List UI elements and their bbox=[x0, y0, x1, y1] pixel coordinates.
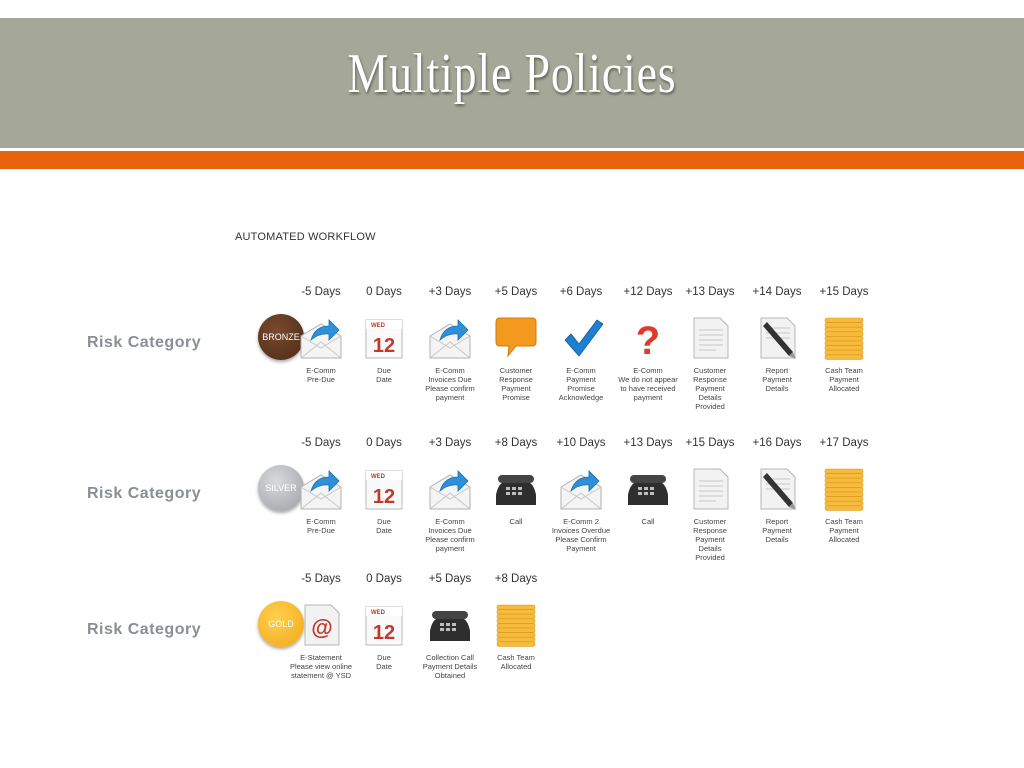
coin-stack-icon bbox=[820, 314, 868, 362]
svg-text:WED: WED bbox=[371, 610, 385, 616]
calendar-icon bbox=[360, 465, 408, 513]
bronze-badge: BRONZE bbox=[258, 314, 304, 360]
document-icon bbox=[686, 465, 734, 513]
step-day: +5 Days bbox=[428, 573, 472, 585]
workflow-subtitle: AUTOMATED WORKFLOW bbox=[235, 231, 376, 243]
silver-badge: SILVER bbox=[258, 465, 304, 511]
step-day: +16 Days bbox=[752, 437, 802, 449]
step-day: +15 Days bbox=[685, 437, 735, 449]
workflow-step bbox=[544, 286, 618, 402]
workflow-step bbox=[479, 437, 553, 526]
workflow-step bbox=[673, 437, 747, 562]
step-caption: Customer Response Payment Promise bbox=[499, 366, 533, 402]
workflow-step bbox=[807, 286, 881, 393]
step-day: -5 Days bbox=[301, 437, 341, 449]
gold-badge: GOLD bbox=[258, 601, 304, 647]
risk-category-label: Risk Category bbox=[87, 621, 202, 638]
step-day: 0 Days bbox=[366, 286, 402, 298]
workflow-step bbox=[413, 573, 487, 680]
workflow-step bbox=[479, 286, 553, 402]
question-mark-icon bbox=[624, 314, 672, 362]
step-caption: Report Payment Details bbox=[762, 517, 792, 544]
email-statement-icon bbox=[297, 601, 345, 649]
email-forward-icon bbox=[297, 314, 345, 362]
workflow-step bbox=[413, 286, 487, 402]
svg-text:12: 12 bbox=[372, 622, 396, 644]
workflow-step bbox=[413, 437, 487, 553]
step-caption: Cash Team Payment Allocated bbox=[825, 366, 863, 393]
step-day: +8 Days bbox=[494, 573, 538, 585]
workflow-step bbox=[479, 573, 553, 671]
step-day: +8 Days bbox=[494, 437, 538, 449]
workflow-step bbox=[347, 437, 421, 535]
step-day: +17 Days bbox=[819, 437, 869, 449]
step-caption: Due Date bbox=[376, 517, 392, 535]
risk-category-label: Risk Category bbox=[87, 485, 202, 502]
step-caption: E-Comm Pre-Due bbox=[306, 366, 336, 384]
step-day: 0 Days bbox=[366, 573, 402, 585]
svg-text:?: ? bbox=[635, 319, 661, 362]
coin-stack-icon bbox=[492, 601, 540, 649]
svg-text:12: 12 bbox=[372, 335, 396, 357]
svg-text:WED: WED bbox=[371, 474, 385, 480]
step-caption: E-Comm Pre-Due bbox=[306, 517, 336, 535]
step-day: -5 Days bbox=[301, 286, 341, 298]
step-caption: E-Comm We do not appear to have received payment bbox=[618, 366, 678, 402]
workflow-step bbox=[347, 573, 421, 671]
phone-icon bbox=[624, 465, 672, 513]
step-day: +3 Days bbox=[428, 286, 472, 298]
step-caption: Due Date bbox=[376, 653, 392, 671]
calendar-icon bbox=[360, 314, 408, 362]
step-caption: Report Payment Details bbox=[762, 366, 792, 393]
step-caption: Customer Response Payment Details Provided bbox=[693, 517, 727, 562]
step-day: +13 Days bbox=[685, 286, 735, 298]
workflow-step bbox=[347, 286, 421, 384]
phone-icon bbox=[426, 601, 474, 649]
risk-category-label: Risk Category bbox=[87, 334, 202, 351]
email-forward-icon bbox=[426, 465, 474, 513]
workflow-step bbox=[807, 437, 881, 544]
step-caption: E-Comm Invoices Due Please confirm payment bbox=[425, 517, 475, 553]
step-day: +13 Days bbox=[623, 437, 673, 449]
calendar-icon bbox=[360, 601, 408, 649]
coin-stack-icon bbox=[820, 465, 868, 513]
step-caption: Cash Team Allocated bbox=[497, 653, 535, 671]
svg-text:12: 12 bbox=[372, 486, 396, 508]
speech-bubble-icon bbox=[492, 314, 540, 362]
phone-icon bbox=[492, 465, 540, 513]
step-caption: Collection Call Payment Details Obtained bbox=[422, 653, 478, 680]
report-pen-icon bbox=[753, 314, 801, 362]
email-forward-icon bbox=[297, 465, 345, 513]
step-caption: Call bbox=[641, 517, 655, 526]
step-caption: Call bbox=[509, 517, 523, 526]
report-pen-icon bbox=[753, 465, 801, 513]
workflow-step bbox=[544, 437, 618, 553]
workflow-step bbox=[740, 437, 814, 544]
step-caption: Due Date bbox=[376, 366, 392, 384]
svg-text:@: @ bbox=[311, 615, 333, 640]
page-title: Multiple Policies bbox=[347, 43, 677, 105]
step-caption: E-Comm 2 Invoices Overdue Please Confirm Payment bbox=[551, 517, 611, 553]
email-forward-icon bbox=[426, 314, 474, 362]
step-day: +10 Days bbox=[556, 437, 606, 449]
document-icon bbox=[686, 314, 734, 362]
step-caption: Cash Team Payment Allocated bbox=[825, 517, 863, 544]
step-caption: Customer Response Payment Details Provided bbox=[693, 366, 727, 411]
svg-text:WED: WED bbox=[371, 323, 385, 329]
step-day: +3 Days bbox=[428, 437, 472, 449]
step-day: +6 Days bbox=[559, 286, 603, 298]
step-day: +14 Days bbox=[752, 286, 802, 298]
step-day: -5 Days bbox=[301, 573, 341, 585]
step-day: +15 Days bbox=[819, 286, 869, 298]
step-day: +5 Days bbox=[494, 286, 538, 298]
step-caption: E-Statement Please view online statement @ YSD bbox=[289, 653, 353, 680]
workflow-step bbox=[740, 286, 814, 393]
accent-bar bbox=[0, 151, 1024, 169]
step-caption: E-Comm Payment Promise Acknowledge bbox=[558, 366, 604, 402]
checkmark-icon bbox=[557, 314, 605, 362]
email-forward-icon bbox=[557, 465, 605, 513]
step-day: +12 Days bbox=[623, 286, 673, 298]
step-day: 0 Days bbox=[366, 437, 402, 449]
workflow-step bbox=[673, 286, 747, 411]
step-caption: E-Comm Invoices Due Please confirm payment bbox=[425, 366, 475, 402]
